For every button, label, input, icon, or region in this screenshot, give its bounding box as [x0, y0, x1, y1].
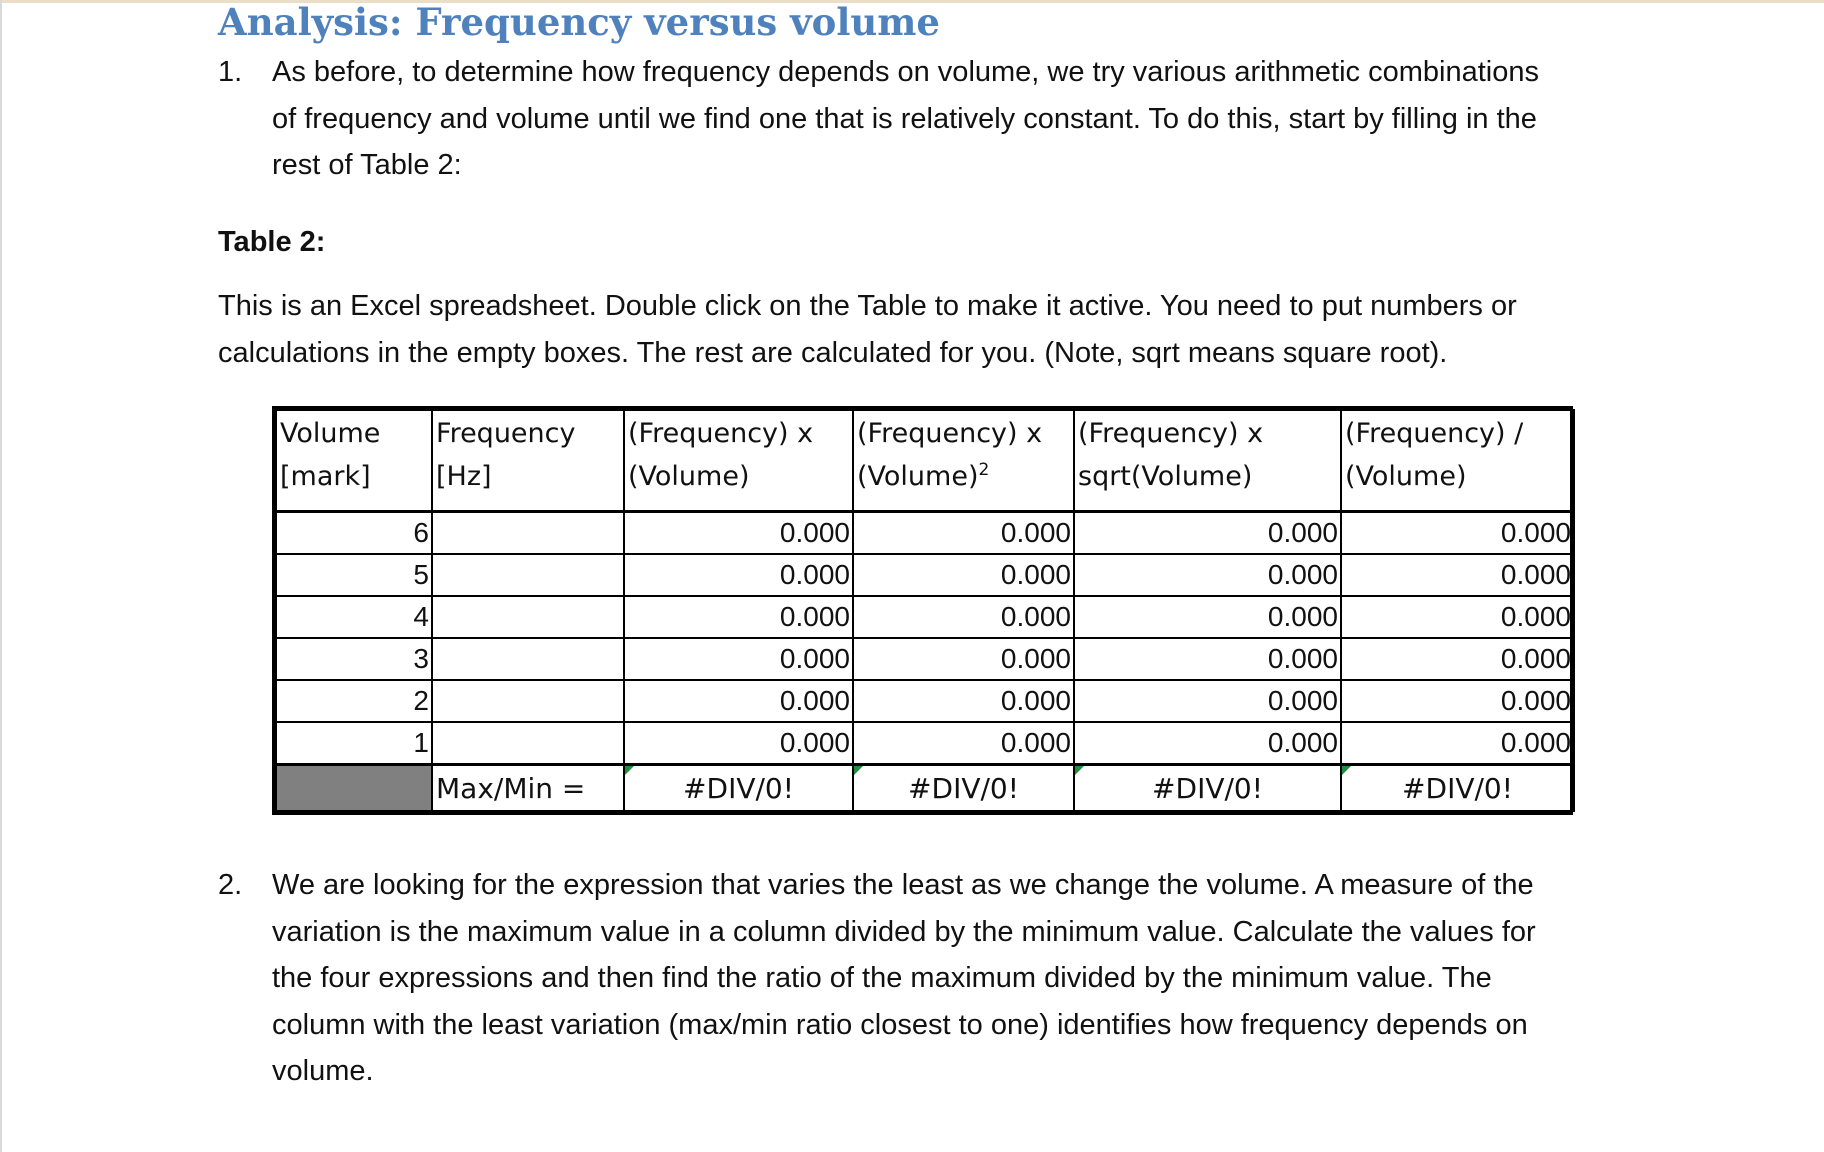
- section-heading: Analysis: Frequency versus volume: [218, 0, 940, 44]
- header-volume-line-1: Volume: [280, 418, 381, 449]
- frequency-input-cell[interactable]: [432, 596, 624, 638]
- freq-over-volume-cell[interactable]: 0.000: [1341, 638, 1574, 680]
- freq-over-volume-cell[interactable]: 0.000: [1341, 596, 1574, 638]
- header-volume-line-2: [mark]: [280, 461, 371, 492]
- max-min-freq-over-volume[interactable]: [1341, 765, 1574, 812]
- frequency-input-cell[interactable]: [432, 680, 624, 722]
- item-2-line-3: the four expressions and then find the ratio of the maximum divided by the minimum value. The: [272, 962, 1492, 994]
- freq-times-volume-squared-cell[interactable]: 0.000: [853, 596, 1074, 638]
- freq-times-sqrt-volume-cell[interactable]: 0.000: [1074, 722, 1341, 765]
- table-row: [276, 596, 1574, 638]
- header-row: [276, 410, 1574, 512]
- freq-times-volume-cell[interactable]: 0.000: [624, 680, 853, 722]
- max-min-row: [276, 765, 1574, 812]
- frequency-input-cell[interactable]: [432, 512, 624, 555]
- freq-times-sqrt-volume-cell[interactable]: 0.000: [1074, 596, 1341, 638]
- header-freq-times-volume-line-1: (Frequency) x: [628, 418, 814, 449]
- error-indicator-icon: [854, 766, 863, 775]
- freq-times-volume-squared-cell[interactable]: 0.000: [853, 512, 1074, 555]
- header-frequency-line-1: Frequency: [436, 418, 576, 449]
- header-freq-times-sqrt-volume[interactable]: [1074, 410, 1341, 512]
- header-freq-times-sqrt-volume-line-2: sqrt(Volume): [1078, 461, 1253, 492]
- page-left-border: [0, 0, 2, 1152]
- embedded-excel-table[interactable]: [272, 406, 1573, 815]
- freq-times-volume-cell[interactable]: 0.000: [624, 722, 853, 765]
- freq-times-volume-cell[interactable]: 0.000: [624, 554, 853, 596]
- max-min-value: #DIV/0!: [908, 771, 1019, 805]
- freq-over-volume-cell[interactable]: 0.000: [1341, 554, 1574, 596]
- header-frequency-line-2: [Hz]: [436, 461, 492, 492]
- frequency-input-cell[interactable]: [432, 638, 624, 680]
- freq-times-sqrt-volume-cell[interactable]: 0.000: [1074, 638, 1341, 680]
- instructions-line-2: calculations in the empty boxes. The rest are calculated for you. (Note, sqrt means square root).: [218, 336, 1448, 369]
- item-1-line-3: rest of Table 2:: [272, 149, 462, 181]
- list-number-1: 1.: [218, 56, 243, 88]
- header-volume[interactable]: [276, 410, 432, 512]
- frequency-input-cell[interactable]: [432, 722, 624, 765]
- item-2-paragraph: [272, 862, 1632, 1095]
- table-row: [276, 638, 1574, 680]
- table-row: [276, 512, 1574, 555]
- error-indicator-icon: [625, 766, 634, 775]
- header-freq-times-sqrt-volume-line-1: (Frequency) x: [1078, 418, 1264, 449]
- max-min-label: Max/Min =: [432, 765, 624, 812]
- header-freq-over-volume[interactable]: [1341, 410, 1574, 512]
- freq-times-volume-squared-cell[interactable]: 0.000: [853, 722, 1074, 765]
- max-min-freq-times-volume-squared[interactable]: [853, 765, 1074, 812]
- freq-times-volume-squared-cell[interactable]: 0.000: [853, 554, 1074, 596]
- header-freq-times-volume-squared[interactable]: [853, 410, 1074, 512]
- header-freq-times-volume[interactable]: [624, 410, 853, 512]
- header-volume-text: (Volume): [857, 461, 979, 492]
- header-freq-times-volume-squared-line-1: (Frequency) x: [857, 418, 1043, 449]
- table-label: Table 2:: [218, 226, 326, 258]
- max-min-freq-times-sqrt-volume[interactable]: [1074, 765, 1341, 812]
- header-freq-over-volume-line-2: (Volume): [1345, 461, 1467, 492]
- volume-cell[interactable]: 4: [276, 596, 432, 638]
- freq-times-volume-cell[interactable]: 0.000: [624, 512, 853, 555]
- item-1-paragraph: [272, 49, 1632, 189]
- volume-cell[interactable]: 6: [276, 512, 432, 555]
- freq-times-volume-squared-cell[interactable]: 0.000: [853, 680, 1074, 722]
- freq-times-volume-squared-cell[interactable]: 0.000: [853, 638, 1074, 680]
- max-min-value: #DIV/0!: [1152, 771, 1263, 805]
- max-min-freq-times-volume[interactable]: [624, 765, 853, 812]
- item-2-line-1: We are looking for the expression that varies the least as we change the volume. A measure of the: [272, 869, 1534, 901]
- item-1-line-1: As before, to determine how frequency depends on volume, we try various arithmetic combinations: [272, 56, 1539, 88]
- freq-over-volume-cell[interactable]: 0.000: [1341, 722, 1574, 765]
- header-freq-over-volume-line-1: (Frequency) /: [1345, 418, 1524, 449]
- item-2-line-2: variation is the maximum value in a column divided by the minimum value. Calculate the values for: [272, 915, 1536, 948]
- instructions-line-1: This is an Excel spreadsheet. Double click on the Table to make it active. You need to put numbers or: [218, 290, 1517, 322]
- list-number-2: 2.: [218, 869, 243, 901]
- volume-cell[interactable]: 3: [276, 638, 432, 680]
- frequency-input-cell[interactable]: [432, 554, 624, 596]
- table-row: [276, 680, 1574, 722]
- item-1-line-2: of frequency and volume until we find one that is relatively constant. To do this, start by filling in the: [272, 102, 1537, 135]
- volume-cell[interactable]: 5: [276, 554, 432, 596]
- header-frequency[interactable]: [432, 410, 624, 512]
- header-freq-times-volume-line-2: (Volume): [628, 461, 750, 492]
- max-min-value: #DIV/0!: [1402, 771, 1513, 805]
- volume-cell[interactable]: 1: [276, 722, 432, 765]
- error-indicator-icon: [1075, 766, 1084, 775]
- table-row: [276, 722, 1574, 765]
- grey-blank-cell[interactable]: [276, 765, 432, 812]
- item-2-line-4: column with the least variation (max/min ratio closest to one) identifies how frequency depends on: [272, 1008, 1528, 1041]
- instructions-paragraph: [218, 283, 1638, 376]
- item-2-line-5: volume.: [272, 1055, 374, 1087]
- freq-times-sqrt-volume-cell[interactable]: 0.000: [1074, 512, 1341, 555]
- superscript-two: 2: [978, 460, 990, 480]
- table-row: [276, 554, 1574, 596]
- freq-over-volume-cell[interactable]: 0.000: [1341, 680, 1574, 722]
- volume-cell[interactable]: 2: [276, 680, 432, 722]
- max-min-value: #DIV/0!: [683, 771, 794, 805]
- freq-times-sqrt-volume-cell[interactable]: 0.000: [1074, 680, 1341, 722]
- header-freq-times-volume-squared-line-2: [857, 455, 1070, 498]
- freq-over-volume-cell[interactable]: 0.000: [1341, 512, 1574, 555]
- freq-times-sqrt-volume-cell[interactable]: 0.000: [1074, 554, 1341, 596]
- freq-times-volume-cell[interactable]: 0.000: [624, 638, 853, 680]
- error-indicator-icon: [1342, 766, 1351, 775]
- freq-times-volume-cell[interactable]: 0.000: [624, 596, 853, 638]
